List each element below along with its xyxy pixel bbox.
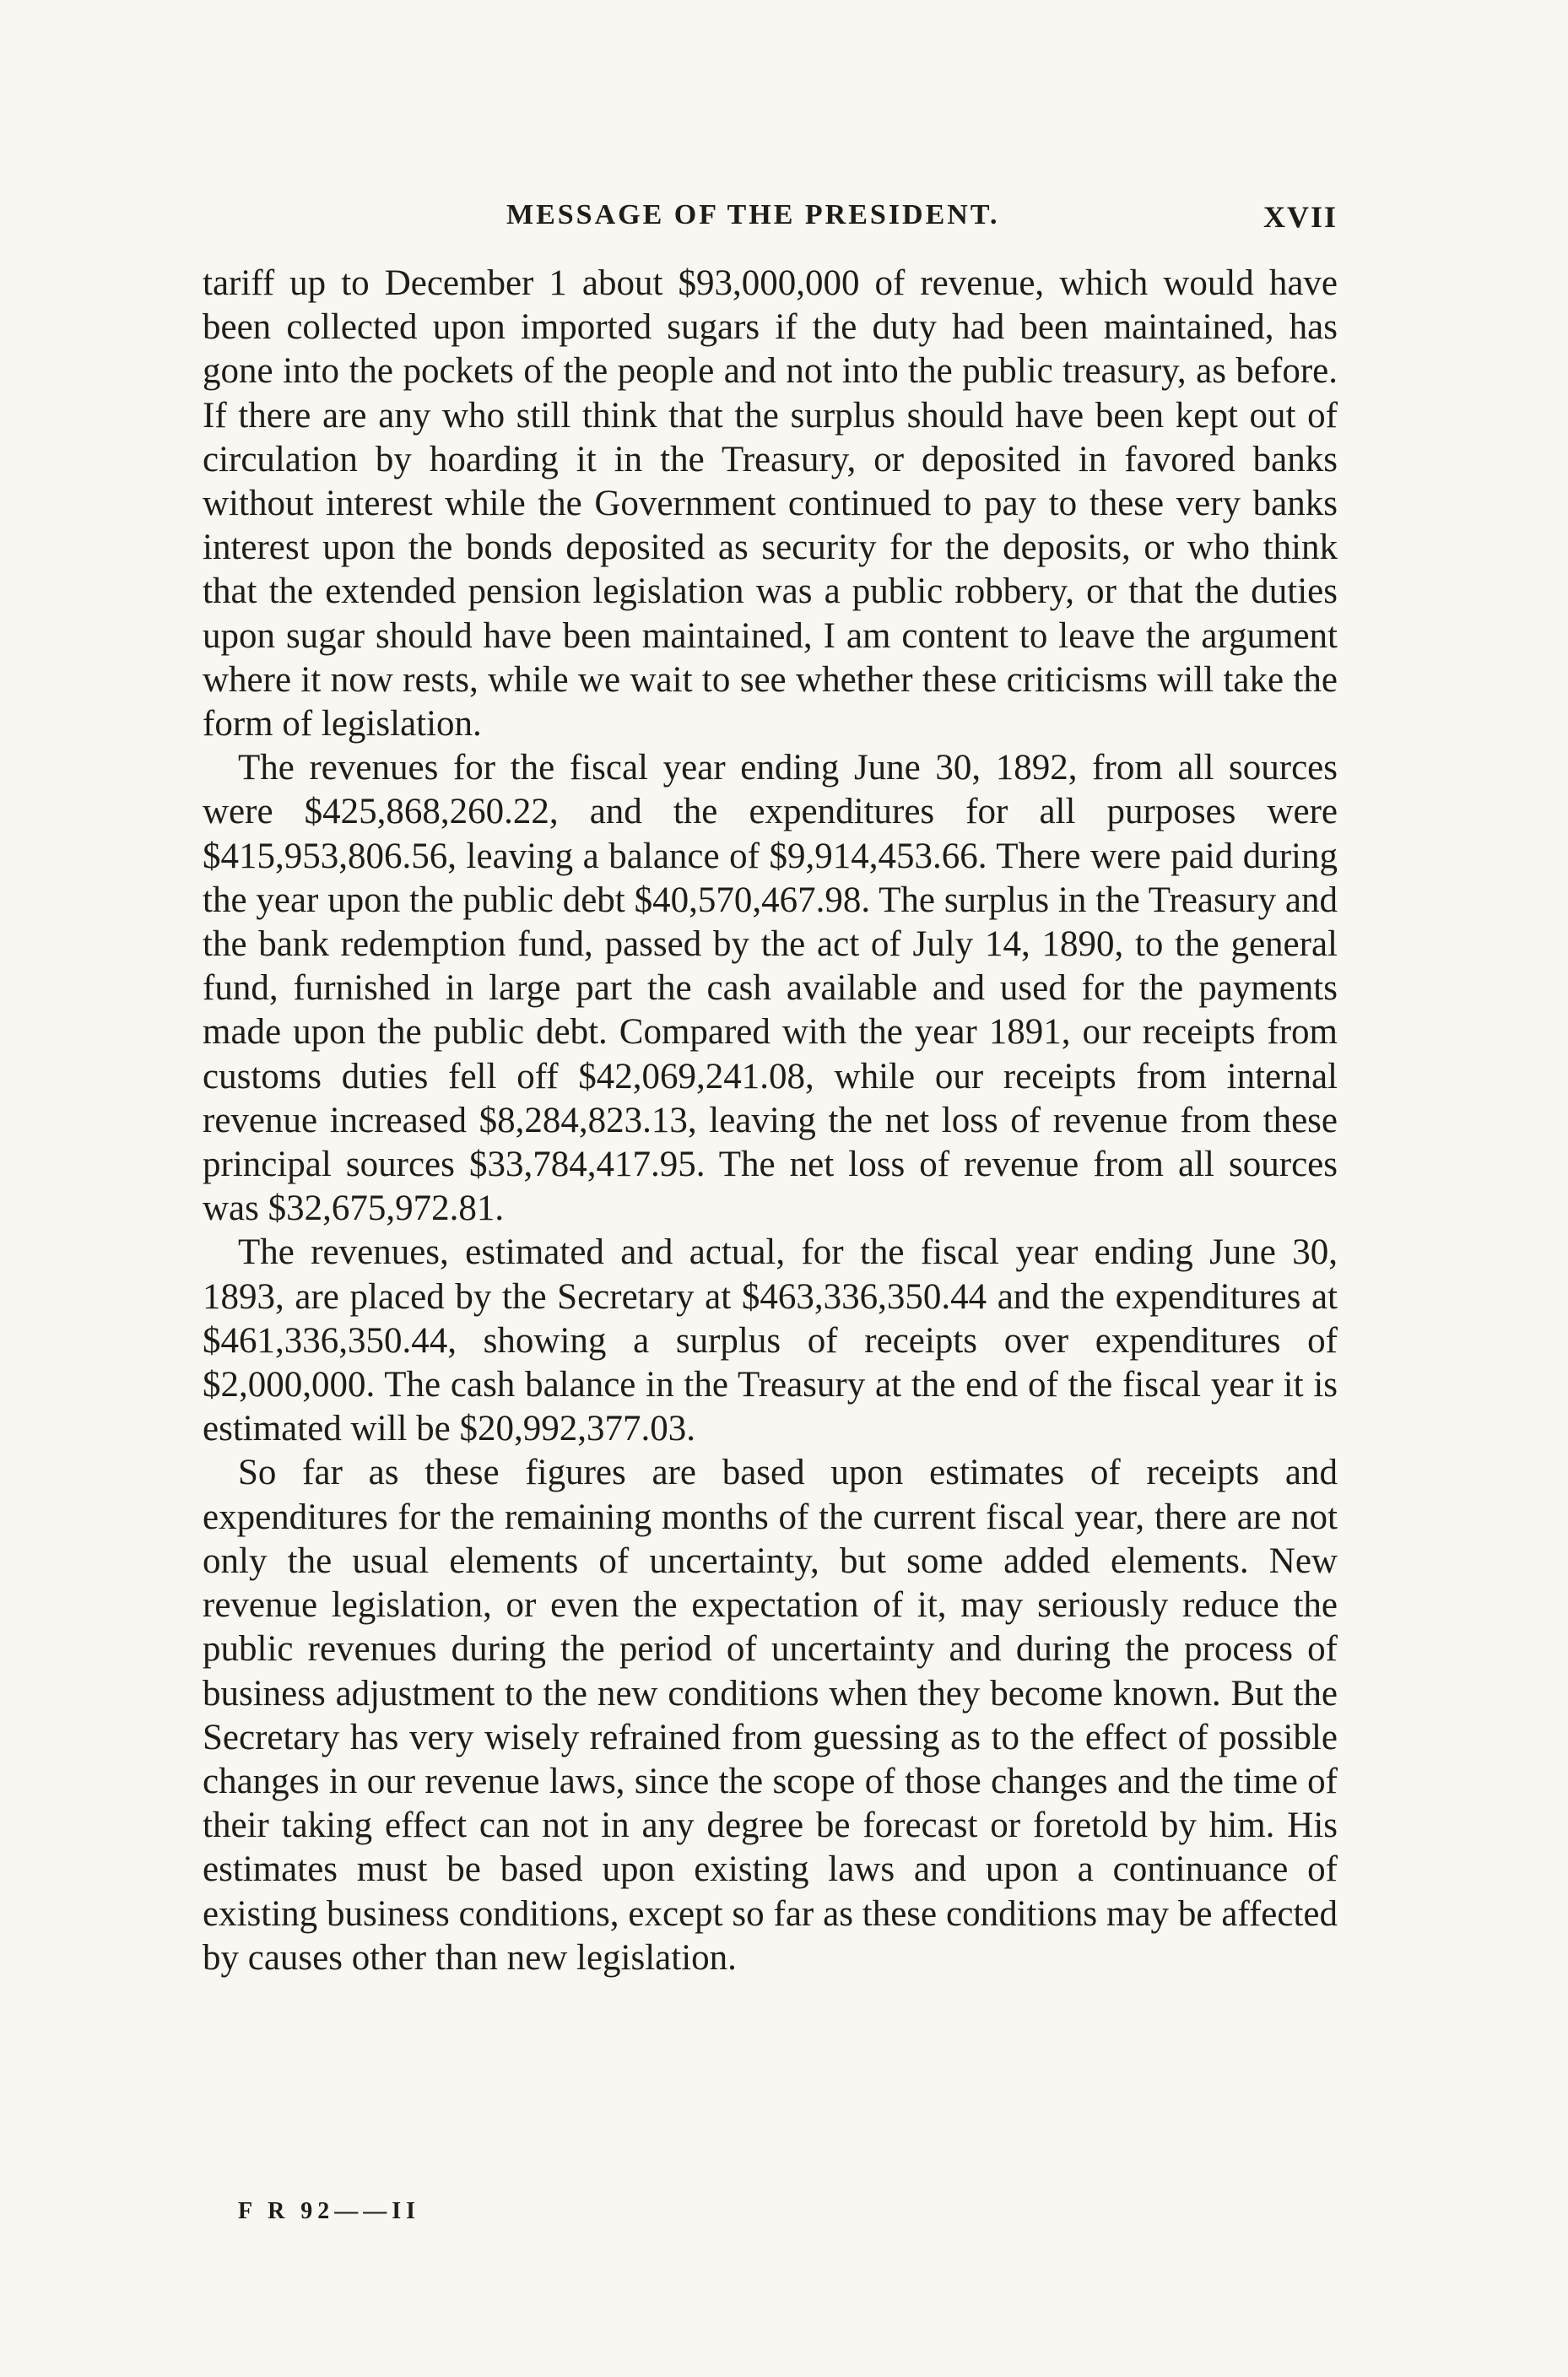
signature-mark: F R 92——II <box>238 2198 421 2224</box>
paragraph-estimates: So far as these figures are based upon estimates of receipts and expenditures for the remaining months of the current fiscal year, there are not only the usual elements of uncertainty, but some added elements. New revenue legislation, or even the expectation of it, may seriously reduce the public revenues during the period of uncertainty and during the process of business adjustment to the new conditions when they become known. But the Secretary has very wisely refrained from guessing as to the effect of possible changes in our revenue laws, since the scope of those changes and the time of their taking effect can not in any degree be forecast or foretold by him. His estimates must be based upon existing laws and upon a continuance of existing business conditions, except so far as these conditions may be affected by causes other than new legislation. <box>203 1453 1338 1978</box>
running-head: MESSAGE OF THE PRESIDENT. <box>506 199 1000 230</box>
page-header <box>203 199 1338 250</box>
paragraph-revenues-1892: The revenues for the fiscal year ending June 30, 1892, from all sources were $425,868,260.22, and the expenditures for all purposes were $415,953,806.56, leaving a balance of $9,914,453.66. There were paid during the year upon the public debt $40,570,467.98. The surplus in the Treasury and the bank redemption fund, passed by the act of July 14, 1890, to the general fund, furnished in large part the cash available and used for the payments made upon the public debt. Compared with the year 1891, our receipts from customs duties fell off $42,069,241.08, while our receipts from internal revenue increased $8,284,823.13, leaving the net loss of revenue from these principal sources $33,784,417.95. The net loss of revenue from all sources was $32,675,972.81. <box>203 748 1338 1229</box>
paragraph-continuation: tariff up to December 1 about $93,000,000 of revenue, which would have been collected upon imported sugars if the duty had been maintained, has gone into the pockets of the people and not into the public treasury, as before. If there are any who still think that the surplus should have been kept out of circulation by hoarding it in the Treasury, or deposited in favored banks without interest while the Government continued to pay to these very banks interest upon the bonds deposited as security for the deposits, or who think that the extended pension legislation was a public robbery, or that the duties upon sugar should have been maintained, I am content to leave the argument where it now rests, while we wait to see whether these criticisms will take the form of legislation. <box>203 263 1338 745</box>
page-number: XVII <box>1263 200 1338 234</box>
paragraph-revenues-1893: The revenues, estimated and actual, for the fiscal year ending June 30, 1893, are placed by the Secretary at $463,336,350.44 and the expenditures at $461,336,350.44, showing a surplus of receipts over expenditures of $2,000,000. The cash balance in the Treasury at the end of the fiscal year it is estimated will be $20,992,377.03. <box>203 1232 1338 1449</box>
body-text <box>203 262 1338 1980</box>
